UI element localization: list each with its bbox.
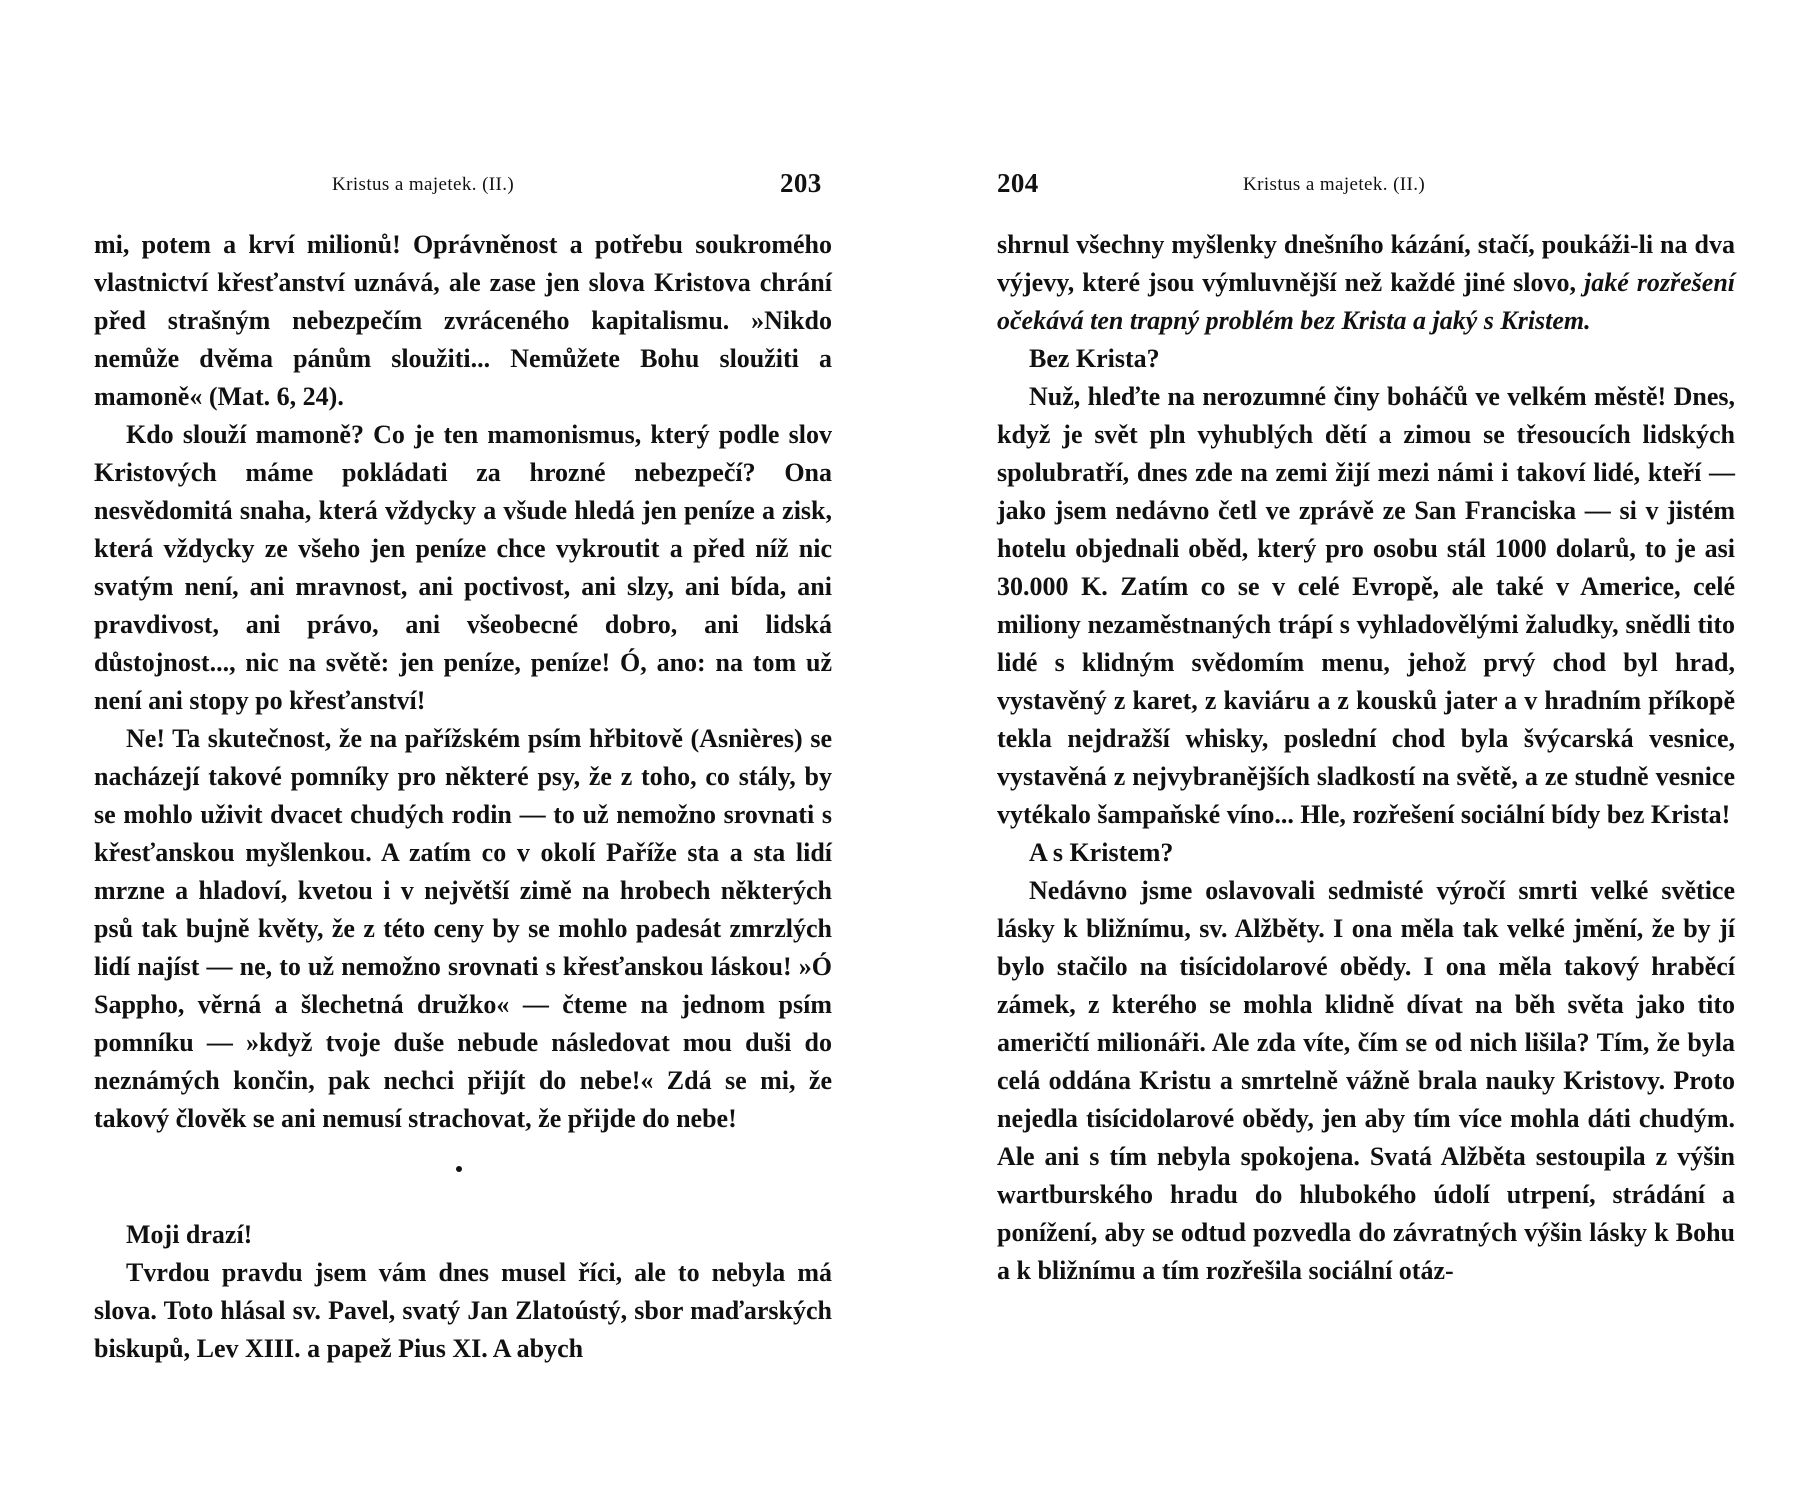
paragraph: Nedávno jsme oslavovali sedmisté výročí smrti velké světice lásky k bližnímu, sv. Alžběty. I ona měla tak velké jmění, že by jí bylo stačilo na tisícidolarové obědy. I ona měla takový hraběcí zámek, z kterého se mohla klidně dívat na běh světa jako tito američtí milionáři. Ale zda víte, čím se od nich lišila? Tím, že byla celá oddána Kristu a smrtelně vážně brala nauky Kristovy. Proto nejedla tisícidolarové obědy, jen aby tím více mohla dáti chudým. Ale ani s tím nebyla spokojena. Svatá Alžběta sestoupila z výšin wartburského hradu do hlubokého údolí utrpení, strádání a ponížení, aby se odtud pozvedla do závratných výšin lásky k Bohu a k bližnímu a tím rozřešila sociální otáz-	[997, 876, 1735, 1285]
paragraph: Ne! Ta skutečnost, že na pařížském psím hřbitově (Asnières) se nacházejí takové pomníky pro některé psy, že z toho, co stály, by se mohlo uživit dvacet chudých rodin — to už nemožno srovnati s křesťanskou myšlenkou. A zatím co v okolí Paříže sta a sta lidí mrzne a hladoví, kvetou i v největší zimě na hrobech některých psů tak bujně květy, že z této ceny by se mohlo padesát zmrzlých lidí najíst — ne, to už nemožno srovnati s křesťanskou láskou! »Ó Sappho, věrná a šlechetná družko« — čteme na jednom psím pomníku — »když tvoje duše nebude následovat mou duši do neznámých končin, pak nechci přijít do nebe!« Zdá se mi, že takový člověk se ani nemusí strachovat, že přijde do nebe!	[94, 724, 832, 1133]
paragraph: Kdo slouží mamoně? Co je ten mamonismus, který podle slov Kristových máme pokládati za hrozné nebezpečí? Ona nesvědomitá snaha, která vždycky a všude hledá jen peníze a zisk, která vždycky ze všeho jen peníze chce vykroutit a před níž nic svatým není, ani mravnost, ani poctivost, ani slzy, ani bída, ani pravdivost, ani právo, ani všeobecné dobro, ani lidská důstojnost..., nic na světě: jen peníze, peníze! Ó, ano: na tom už není ani stopy po křesťanství!	[94, 420, 832, 715]
paragraph: Tvrdou pravdu jsem vám dnes musel říci, ale to nebyla má slova. Toto hlásal sv. Pavel, svatý Jan Zlatoústý, sbor maďarských biskupů, Lev XIII. a papež Pius XI. A abych	[94, 1258, 832, 1363]
paragraph: mi, potem a krví milionů! Oprávněnost a potřebu soukromého vlastnictví křesťanství uznává, ale zase jen slova Kristova chrání před strašným nebezpečím zvráceného kapitalismu. »Nikdo nemůže dvěma pánům sloužiti... Nemůžete Bohu sloužiti a mamoně« (Mat. 6, 24).	[94, 230, 832, 411]
right-body-text	[997, 226, 1735, 1290]
separator-dot	[456, 1166, 462, 1172]
right-page	[997, 168, 1735, 1290]
section-separator	[94, 1138, 832, 1216]
left-running-title: Kristus a majetek. (II.)	[332, 174, 515, 195]
right-page-number: 204	[997, 168, 1039, 198]
subheading: A s Kristem?	[1029, 838, 1174, 867]
left-running-head	[94, 168, 832, 204]
right-running-title: Kristus a majetek. (II.)	[1243, 174, 1426, 195]
paragraph: Nuž, hleďte na nerozumné činy boháčů ve velkém městě! Dnes, když je svět pln vyhublých dětí a zimou se třesoucích lidských spolubratří, dnes zde na zemi žijí mezi námi i takoví lidé, kteří — jako jsem nedávno četl ve zprávě ze San Franciska — si v jistém hotelu objednali oběd, který pro osobu stál 1000 dolarů, to je asi 30.000 K. Zatím co se v celé Evropě, ale také v Americe, celé miliony nezaměstnaných trápí s vyhladovělými žaludky, snědli tito lidé s klidným svědomím menu, jehož prvý chod byl hrad, vystavěný z karet, z kaviáru a z kousků jater a v hradním příkopě tekla nejdražší whisky, poslední chod byla švýcarská vesnice, vystavěná z nejvybranějších sladkostí na světě, a ze studně vesnice vytékalo šampaňské víno... Hle, rozřešení sociální bídy bez Krista!	[997, 382, 1735, 829]
left-body-text	[94, 226, 832, 1368]
left-page	[94, 168, 832, 1368]
paragraph	[997, 226, 1735, 340]
salutation: Moji drazí!	[126, 1220, 253, 1249]
subheading: Bez Krista?	[1029, 344, 1160, 373]
italic-emphasis: jaké rozřešení očekává ten trapný problém bez Krista a jaký s Kristem.	[997, 268, 1736, 335]
left-page-number: 203	[780, 168, 822, 198]
paragraph-text: shrnul všechny myšlenky dnešního kázání, stačí, poukáži-li na dva výjevy, které jsou výmluvnější než každé jiné slovo,	[997, 230, 1735, 297]
right-running-head	[997, 168, 1735, 204]
